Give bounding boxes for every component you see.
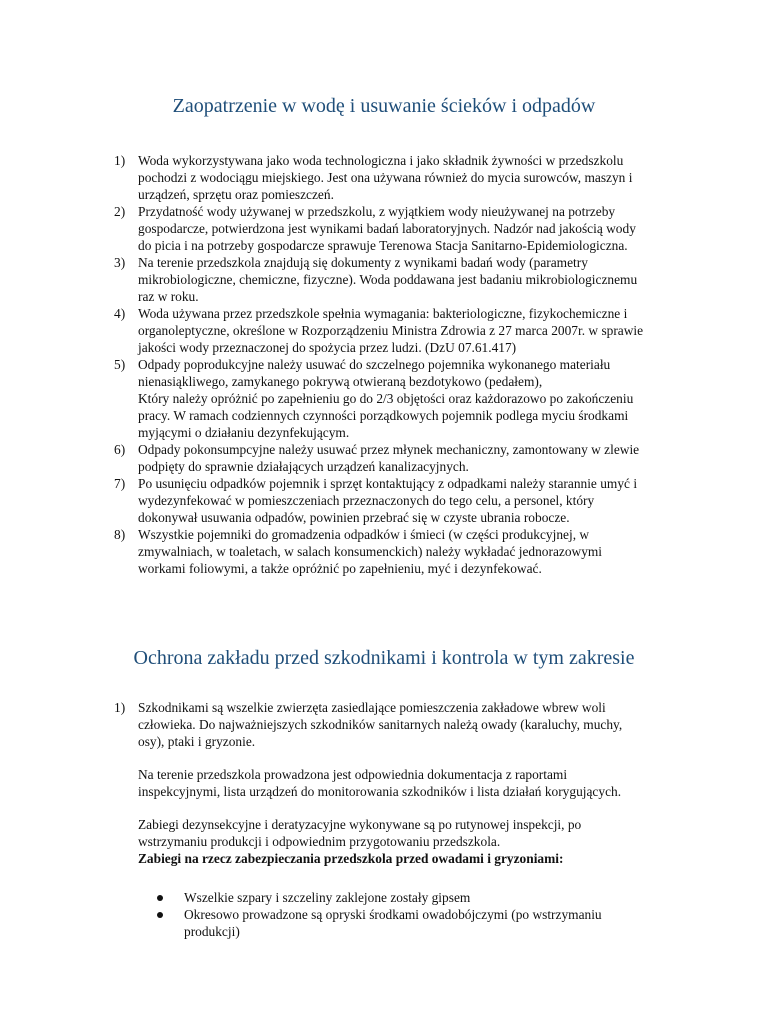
list-item-text-line: gospodarcze, potwierdzona jest wynikami badań laboratoryjnych. Nadzór nad jakością wody	[138, 221, 636, 236]
bullet-text-line: produkcji)	[184, 924, 240, 939]
pest-control-list	[114, 699, 684, 940]
list-item-number: 7)	[114, 476, 126, 491]
list-item-text-line: zmywalniach, w toaletach, w salach konsumenckich) należy wykładać jednorazowymi	[138, 544, 603, 559]
list-item-text-line: nienasiąkliwego, zamykanego pokrywą otwieraną bezdotykowo (pedałem),	[138, 374, 543, 389]
list-item-text-line: Odpady poprodukcyjne należy usuwać do szczelnego pojemnika wykonanego materiału	[138, 357, 611, 372]
bullet-item	[138, 889, 684, 906]
list-item-text-line: Który należy opróżnić po zapełnieniu go do 2/3 objętości oraz każdorazowo po zakończeniu	[138, 391, 634, 406]
list-item-text-line: organoleptyczne, określone w Rozporządzeniu Ministra Zdrowia z 27 marca 2007r. w sprawie	[138, 323, 644, 338]
list-item-number: 5)	[114, 357, 126, 372]
protection-bullet-list	[138, 889, 684, 940]
paragraph-treatments: Zabiegi dezynsekcyjne i deratyzacyjne wykonywane są po rutynowej inspekcji, po wstrzymaniu produkcji i odpowiednim przygotowaniu przedszkola. Zabiegi na rzecz zabezpieczania przedszkola przed owadami i gryzoniami:	[138, 816, 684, 867]
bold-subheading: Zabiegi na rzecz zabezpieczania przedszkola przed owadami i gryzoniami:	[138, 851, 564, 866]
bullet-dot-icon	[157, 912, 163, 918]
list-item-text-line: Na terenie przedszkola znajdują się dokumenty z wynikami badań wody (parametry	[138, 255, 588, 270]
bullet-text-line: Okresowo prowadzone są opryski środkami owadobójczymi (po wstrzymaniu	[184, 907, 602, 922]
list-item-text-line: wydezynfekować w pomieszczeniach przeznaczonych do tego celu, a personel, który	[138, 493, 595, 508]
list-item	[114, 699, 684, 940]
list-item-number: 6)	[114, 442, 126, 457]
list-item-text-line: dokonywał usuwania odpadów, powinien przebrać się w czyste ubrania robocze.	[138, 510, 570, 525]
section-title-pests: Ochrona zakładu przed szkodnikami i kontrola w tym zakresie	[133, 647, 635, 669]
section-title-water: Zaopatrzenie w wodę i usuwanie ścieków i odpadów	[172, 95, 596, 117]
list-item	[114, 356, 684, 441]
water-waste-list	[114, 152, 684, 577]
list-item-text-line: raz w roku.	[138, 289, 199, 304]
list-item-number: 4)	[114, 306, 126, 321]
list-item-text-line: Przydatność wody używanej w przedszkolu, z wyjątkiem wody nieużywanej na potrzeby	[138, 204, 616, 219]
list-item-text-line: Woda używana przez przedszkole spełnia wymagania: bakteriologiczne, fizykochemiczne i	[138, 306, 628, 321]
list-item	[114, 305, 684, 356]
list-item-number: 2)	[114, 204, 126, 219]
list-item-number: 3)	[114, 255, 126, 270]
list-item-text-line: Woda wykorzystywana jako woda technologiczna i jako składnik żywności w przedszkolu	[138, 153, 624, 168]
list-item-text-line: Wszystkie pojemniki do gromadzenia odpadków i śmieci (w części produkcyjnej, w	[138, 527, 590, 542]
list-item	[114, 203, 684, 254]
bullet-text-line: Wszelkie szpary i szczeliny zaklejone zostały gipsem	[184, 890, 471, 905]
list-item-text-line: pochodzi z wodociągu miejskiego. Jest ona używana również do mycia surowców, maszyn i	[138, 170, 633, 185]
list-item-text-line: Po usunięciu odpadków pojemnik i sprzęt kontaktujący z odpadkami należy starannie umyć i	[138, 476, 638, 491]
list-item-number: 8)	[114, 527, 126, 542]
bullet-item	[138, 906, 684, 940]
list-item-number: 1)	[114, 153, 126, 168]
list-item-text-line: pracy. W ramach codziennych czynności porządkowych pojemnik podlega myciu środkami	[138, 408, 629, 423]
list-item-text-line: workami foliowymi, a także opróżnić po zapełnieniu, myć i dezynfekować.	[138, 561, 542, 576]
list-item-text-line: jakości wody przeznaczonej do spożycia przez ludzi. (DzU 07.61.417)	[138, 340, 517, 355]
list-item	[114, 441, 684, 475]
list-item-text-line: do picia i na potrzeby gospodarcze sprawuje Terenowa Stacja Sanitarno-Epidemiologiczna.	[138, 238, 628, 253]
list-item-text-line: podpięty do sprawnie działających urządzeń kanalizacyjnych.	[138, 459, 469, 474]
paragraph-pests-definition: Szkodnikami są wszelkie zwierzęta zasiedlające pomieszczenia zakładowe wbrew woli człowieka. Do najważniejszych szkodników sanitarnych należą owady (karaluchy, muchy, osy), ptaki i gryzonie.	[138, 700, 623, 749]
list-item-text-line: Odpady pokonsumpcyjne należy usuwać przez młynek mechaniczny, zamontowany w zlewie	[138, 442, 640, 457]
list-item	[114, 526, 684, 577]
paragraph-documentation: Na terenie przedszkola prowadzona jest odpowiednia dokumentacja z raportami inspekcyjnymi, lista urządzeń do monitorowania szkodników i lista działań korygujących.	[138, 767, 622, 799]
list-item	[114, 254, 684, 305]
list-item-text-line: mikrobiologiczne, chemiczne, fizyczne). Woda poddawana jest badaniu mikrobiologicznemu	[138, 272, 638, 287]
list-item	[114, 152, 684, 203]
list-item-text-line: myjącymi o działaniu dezynfekującym.	[138, 425, 350, 440]
list-item-number: 1)	[114, 700, 126, 715]
list-item	[114, 475, 684, 526]
list-item-text-line: urządzeń, sprzętu oraz pomieszczeń.	[138, 187, 334, 202]
bullet-dot-icon	[157, 895, 163, 901]
